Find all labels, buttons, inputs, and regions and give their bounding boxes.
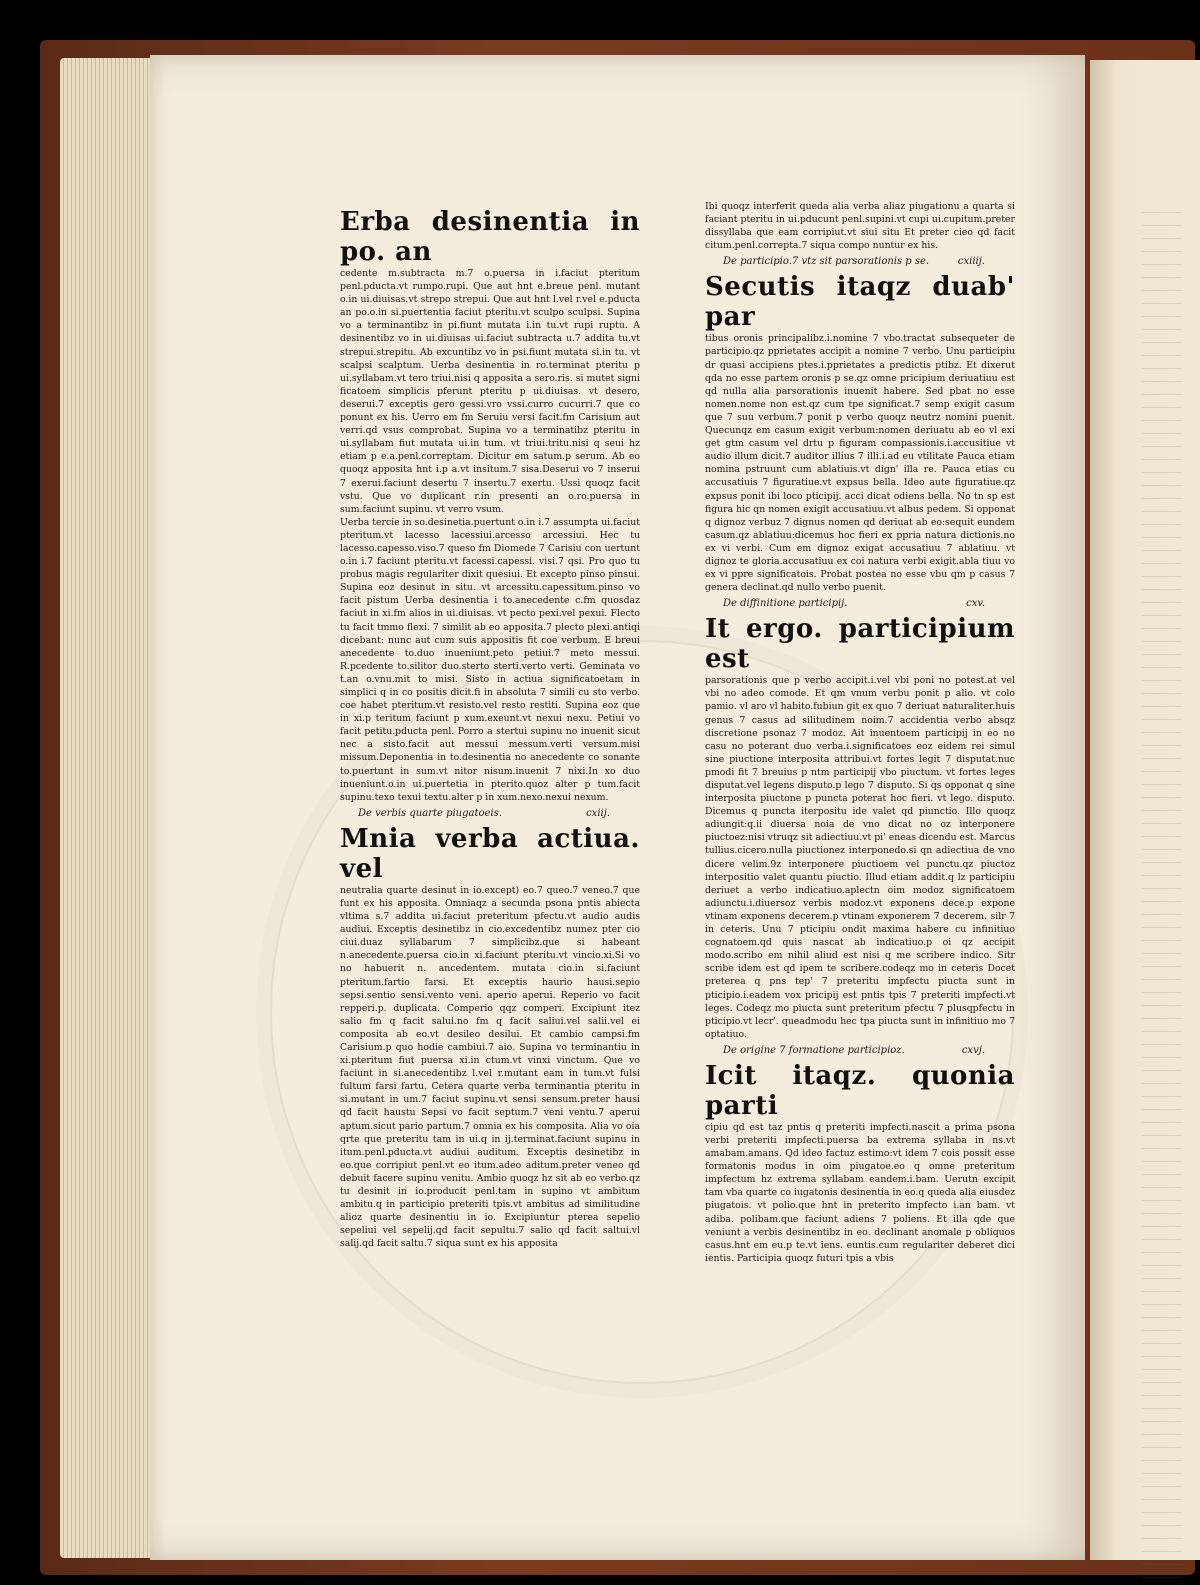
section-subtitle-label: De diffinitione participij. xyxy=(723,598,848,610)
right-column xyxy=(705,200,1015,1265)
section-subtitle xyxy=(723,1043,1015,1059)
paragraph: parsorationis que p verbo accipit.i.vel vbi poni no potest.at vel vbi no adeo comode. Et qm vnum verbu ponit p alio. vt colo pamio. vl aro vl habito.fubiun git ex quo 7 deriuat naturaliter.huis genus 7 casus ad silitudinem noim.7 accidentia verbo absqz discretione psonaz 7 modoz. Ait inuentoem participij in eo no casu no poterant duo verba.i.significatoes eoz eidem rei simul sine piuctione interposita attribui.vt fortes legit 7 disputat.nuc pmodi fit 7 breuius p ntm participij vbo piuctum. vt fortes leges disputat.vel legens disputo.p lego 7 disputo. Si qs opponat q sine interposita piuctone p puncta poterat hoc fieri. vt lego. disputo. Dicemus q puncta iterpositu ide valet qd piunctio. Illo quoqz adiungit:q.ii diuersa noia de vno dicat no oz interponere piuctoez:nisi vtruqz sit adiectiuu.vt pi' eneas dicendu est. Marcus tullius.cicero.nulla piuctionez interponedo.si qn adiectiua de vno dicere velim.9z interponere piuctioem vel punctu.qz piuctoz interpositio valet quantu piuctio. Illud etiam addit.q lz participiu deriuet a verbo indicatiuo.aplectn oim modoz significatoem adiunctu.i.diuersoz verbis modoz.vt exponens dece.p expone vtinam exponens decerem.p vtinam exponerem 7 decerem. silr 7 in ceteris. Unu 7 pticipiu ondit maxima habere cu infinitiuo cognatoem.qd quis nascat ab indicatiuo.p oi qz accipit modo.scribo em nihil aliud est nisi q me scribere indico. Sitr scribe idem est qd ipem te scribere.codeqz mo in ceteris Docet preterea q pns tep' 7 preteritu impfectu piucta sunt in pticipio.i.eadem vox pricipij est pntis tpis 7 preteriti impfecti.vt leges. Codeqz mo piucta sunt preteritum pfectu 7 plusqpfectu in pticipio.vt lecr'. queadmodu hec tpa piucta sunt in infinitiuo mo 7 optatiuo. xyxy=(705,675,1015,1040)
section-heading: Mnia verba actiua. vel xyxy=(340,823,640,884)
section-subtitle xyxy=(723,254,1015,270)
section-heading: It ergo. participium est xyxy=(705,614,1015,675)
section-subtitle-label: De verbis quarte piugatoeis. xyxy=(358,807,502,819)
paragraph: tibus oronis principalibz.i.nomine 7 vbo.tractat subsequeter de participio.qz pprietates accipit a nomine 7 verbo. Unu participiu dr quasi accipiens ptes.i.pprietates a predictis ptibz. Et dixerut qda no esse partem oronis p se.qz omne pricipium deriuatiuu est qd nulla alia parsorationis inuenit habere. Sed pbat no esse nomen.nome non est.qz cum tpe significat.7 semp exigit casum que 7 suu verbum.7 ponit p verbo quoqz neutrz nomini puenit. Quecunqz em casum exigit verbum:nomen deriuatu ab eo vl exi get gtm casum vel drtu p figuram compassionis.i.accusitiue vt audio illum dicit.7 auditor illius 7 illi.i.ad eu vtilitate Pauca etiam nomina pstruunt cum ablatiuis.vt dign' illa re. Pauca etias cu accusatiuis 7 figuratiue.vt expsus bella. Ideo aute figuratiue.qz expsus ponit ibi loco pticipij. acci dicat odiens bella. No tn sp est figura hic qn nomen exigit accusatiuu.vt albus pedem. Si opponat q dignoz verbuz 7 dignus nomen qd deriuat ab eo:sequit eundem casum.qz ablatiuu:dicemus hoc fieri ex ppria natura dictionis.no ex vi verbi. Cum em dignoz exigat accusatiuu 7 ablatiuu. vt dignoz te gloria.accusatiuu ex coi natura verbi exigit.abla tiuu vo ex vi ppre significatois. Probat postea no esse vbu qm p casus 7 genera declinat.qd nullo verbo puenit. xyxy=(705,333,1015,594)
facing-page-text-lines xyxy=(1142,200,1182,1580)
section-subtitle xyxy=(358,806,640,822)
section-heading: Erba desinentia in po. an xyxy=(340,207,640,267)
paragraph: cedente m.subtracta m.7 o.puersa in i.faciut pteritum penl.pducta.vt rumpo.rupi. Que aut hnt e.breue penl. mutant o.in ui.diuisas.vt strepo strepui. Que aut hnt l.vel r.vel e.pducta an po.o.in si.puertentia faciut pteritu.vt sculpo sculpsi. Supina vo a terminantibz in pi.fiunt mutata i.in tu.vt rupi ruptu. A desinentibz vo in ui.diuisas ui.faciut subtracta u.7 addita tu.vt strepui.strepitu. Ab excuntibz vo in psi.fiunt mutata si.in tu. vt scalpsi scalptum. Uerba desinentia in ro.terminat pteritu p ui.syllabam.vt tero triui.nisi q apposita a sero.ris. si mutet signi ficatoem simplicis pferunt pteritu p ui.diuisas. vt desero, deserui.7 exceptis gero gessi.vro vssi.curro cucurri.7 que co ponunt ex his. Uerro em fm Seruiu versi facit.fm Carisium aut verri.qd vsus comprobat. Supina vo a terminatibz pteritu in ui.syllabam fiut mutata ui.in tum. vt triui.tritu.nisi q seui hz etiam p e.a.penl.correptam. Dicitur em satum.p serum. Ab eo quoqz apposita hnt i.p a.vt insitum.7 sisa.Deserui vo 7 inserui 7 exerui.faciunt desertu 7 insertu.7 exertu. Ussi quoqz facit vstu. Que vo duplicant r.in presenti an o.ro.puersa in sum.faciunt supinu. vt verro vsum. xyxy=(340,268,640,515)
facing-page xyxy=(1090,60,1200,1560)
paragraph: Ibi quoqz interferit queda alia verba aliaz piugationu a quarta si faciant pteritu in ui.pducunt penl.supini.vt cupi ui.cupitum.preter dissyllaba que eam corripiut.vt siui situ Et preter cieo qd facit citum.penl.correpta.7 siqua compo nuntur ex his. xyxy=(705,201,1015,252)
section-subtitle xyxy=(723,596,1015,612)
section-number: cxvj. xyxy=(961,1044,985,1056)
section-number: cxiij. xyxy=(586,807,610,819)
section-number: cxiiij. xyxy=(957,256,985,268)
section-heading: Secutis itaqz duab' par xyxy=(705,272,1015,333)
paragraph: cipiu qd est taz pntis q preteriti impfecti.nascit a prima psona verbi preteriti impfecti.puersa ba extrema syllaba in ns.vt amabam.amans. Qd ideo factuz estimo:vt idem 7 cois possit esse formatonis modus in oim piugatoe.eo q omne preteritum impfectum hz extrema syllabam eandem.i.bam. Uerutn excipit tam vba quarte co iugatonis desinentia in eo.q queda alia eiusdez piugatois. vt polio.que hnt in preterito impfecto i.an bam. vt adiba. polibam.que faciunt adiens 7 poliens. Et illa qde que veniunt a verbis desinentibz in eo. declinant anomale p obliquos casus.hnt em eu.p te.vt iens. euntis.cum regulariter deberet dici ientis. Participia quoqz futuri tpis a vbis xyxy=(705,1121,1015,1264)
section-subtitle-label: De origine 7 formatione participioz. xyxy=(723,1044,905,1056)
paragraph: neutralia quarte desinut in io.except) eo.7 queo.7 veneo.7 que funt ex his apposita. Omniaqz a secunda psona pntis abiecta vltima s.7 addita ui.faciut preteritum pfectu.vt audio audis audiui. Exceptis desinetibz in cio.excedentibz numez pter cio ciui.duaz syllabarum 7 simplicibz.que si habeant n.anecedente.puersa cio.in xi.faciunt pteritu.vt vincio.xi.Si vo no habuerit n. ancedentem. mutata cio.in si.faciunt pteritum.fartio farsi. Et exceptis haurio hausi.sepio sepsi.sentio sensi.vento veni. aperio aperui. Reperio vo facit repperi.p. duplicata. Comperio qqz comperi. Excipiunt itez salio fm q facit salui.no fm q facit saliui.vel salii.vel ei composita ab eo.vt desileo desilui. Et cambio campsi.fm Carisium.p quo hodie cambiui.7 aio. Supina vo terminantiu in xi.pteritum fiut puersa xi.in ctum.vt vinxi vinctum. Que vo faciunt in si.anecedentibz l.vel r.mutant eam in tum.vt fulsi fultum farsi fartu. Cetera quarte verba terminantia pteritu in si.mutant in um.7 faciut supinu.vt sensi sensum.preter hausi qd facit haustu Sepsi vo facit septum.7 veni ventu.7 aperui aptum.sicut pario partum.7 omnia ex his composita. Alia vo oia qrte que preteritu tam in ui.q in ij.terminat.faciunt supinu in itum.penl.pducta.vt audiui auditum. Exceptis desinetibz in eo.que corripiut penl.vt eo itum.adeo aditum.preter veneo qd debuit facere supinu venitu. Ambio quoqz hz sit ab eo verbo.qz tu desinit in io.producit penl.tam in supino vt ambitum ambitu.q in participio preteriti tpis.vt ambitus ad similitudine alioz quarte desinentiu in io. Excipiuntur pterea sepelio sepeliui vel sepelij.qd facit sepultu.7 salio qd facit saltui.vl salij.qd facit saltu.7 siqua sunt ex his apposita xyxy=(340,884,640,1250)
section-number: cxv. xyxy=(966,598,985,610)
paragraph: Uerba tercie in so.desinetia.puertunt o.in i.7 assumpta ui.faciut pteritum.vt lacesso lacessiui.arcesso arcessiui. Hec tu lacesso.capesso.viso.7 queso fm Diomede 7 Carisiu con uertunt o.in i.7 faciunt pteritu.vt facessi.capessi. visi.7 qsi. Pro quo tu probus magis regulariter dixit quesiui. Et excepto pinso pinsui. Supina eoz desinut in situ. vt arcessitu.capessitum.pinso vo facit pistum Uerba desinentia i to.anecedente c.fm quosdaz faciut in xi.fm alios in ui.diuisas. vt pecto pexi.vel pexui. Flecto tu facit tmmo flexi. 7 similit ab eo apposita.7 plecto plexi.antiqi dicebant: nunc aut cum suis appositis fit coe verbum. E breui anecedente to.duo inueniunt.peto petiui.7 meto messui. R.pcedente to.silitor duo.sterto sterti.verto verti. Geminata vo t.an o.vnu.mit to misi. Sisto in actiua significatoetam in simplici q in co positis dicit.fi in absoluta 7 simili cu sto verbo. coe habet pteritum.vt resisto.vel resto restiti. Supina eoz que in xi.p teritum faciunt p xum.exeunt.vt nexui nexu. Petiui vo facit petitu.pducta penl. Porro a stertui supinu no inuenit sicut nec a sisto.facit aut messui messum.verti versum.misi missum.Deponentia in to.desinentia no anecedente co sonante to.puertunt in sum.vt nitor nisum.inuenit 7 nixi.In xo duo inueniunt.o.in ui.puertetia in pterito.quoz alter p tum.facit supinu.texo texui textu.alter p in xum.nexo.nexui nexum. xyxy=(340,516,640,803)
section-heading: Icit itaqz. quonia parti xyxy=(705,1060,1015,1121)
page-edges xyxy=(60,58,155,1558)
section-subtitle-label: De participio.7 vtz sit parsorationis p se. xyxy=(723,256,930,268)
left-column xyxy=(340,205,640,1250)
